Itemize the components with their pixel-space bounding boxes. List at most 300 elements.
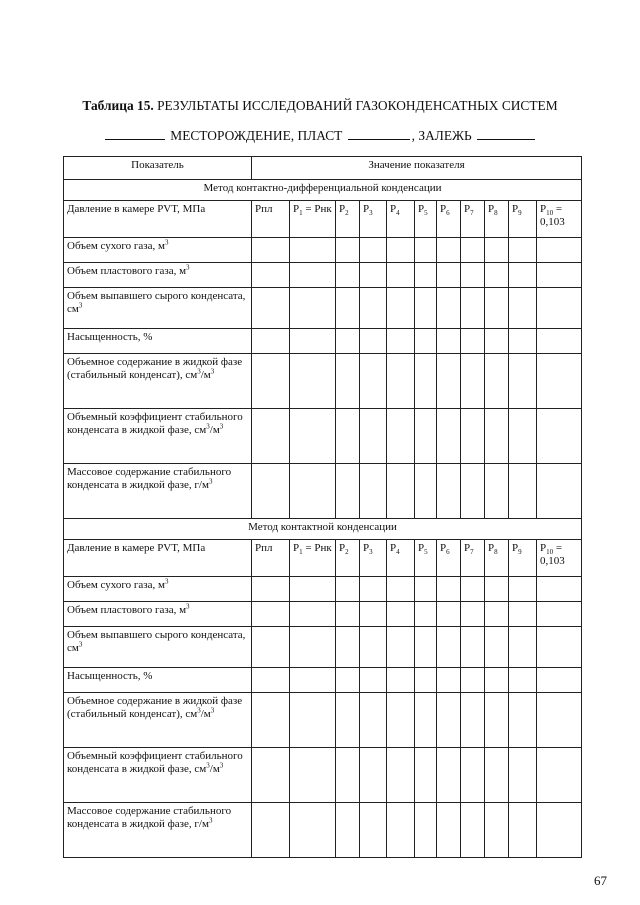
value-cell[interactable] xyxy=(290,803,336,858)
value-cell[interactable] xyxy=(437,748,461,803)
value-cell[interactable] xyxy=(387,354,415,409)
pressure-value: = Рнк xyxy=(302,542,332,554)
table-row xyxy=(64,409,582,464)
value-cell[interactable] xyxy=(252,464,290,519)
value-cell[interactable] xyxy=(509,354,537,409)
value-cell[interactable] xyxy=(485,288,509,329)
value-cell[interactable] xyxy=(509,409,537,464)
value-cell[interactable] xyxy=(252,577,290,602)
value-cell[interactable] xyxy=(290,288,336,329)
table-row xyxy=(64,238,582,263)
indicator-label xyxy=(64,577,252,602)
value-cell[interactable] xyxy=(252,409,290,464)
value-cell[interactable] xyxy=(537,288,582,329)
unit-exponent: 3 xyxy=(219,760,224,769)
value-cell[interactable] xyxy=(415,263,437,288)
unit-tail: /м xyxy=(209,423,220,436)
pressure-header-cell xyxy=(252,540,290,577)
value-cell[interactable] xyxy=(290,627,336,668)
pressure-symbol: P xyxy=(488,203,495,215)
pressure-index: 2 xyxy=(345,548,349,557)
value-cell[interactable] xyxy=(290,748,336,803)
indicator-text: Объем сухого газа, м xyxy=(67,579,165,591)
value-cell[interactable] xyxy=(415,464,437,519)
value-cell[interactable] xyxy=(485,354,509,409)
indicator-label xyxy=(64,627,252,668)
value-cell[interactable] xyxy=(387,464,415,519)
pressure-index: 7 xyxy=(470,548,474,557)
pressure-symbol: P xyxy=(363,203,370,215)
value-cell[interactable] xyxy=(387,748,415,803)
value-cell[interactable] xyxy=(252,693,290,748)
pressure-index: 2 xyxy=(345,209,349,218)
table-row xyxy=(64,577,582,602)
value-cell[interactable] xyxy=(387,329,415,354)
value-cell[interactable] xyxy=(509,263,537,288)
value-cell[interactable] xyxy=(509,577,537,602)
indicator-text: Насыщенность, % xyxy=(67,670,153,682)
value-cell[interactable] xyxy=(387,263,415,288)
pressure-symbol: P xyxy=(418,542,425,554)
value-cell[interactable] xyxy=(387,668,415,693)
value-cell[interactable] xyxy=(415,627,437,668)
indicator-text: Объемный коэффициент стабильного конденсата в жидкой фазе, см xyxy=(67,411,243,436)
value-cell[interactable] xyxy=(387,238,415,263)
pressure-symbol: Рпл xyxy=(255,542,273,554)
value-cell[interactable] xyxy=(537,263,582,288)
pressure-header-cell xyxy=(336,201,360,238)
value-cell[interactable] xyxy=(336,354,360,409)
value-cell[interactable] xyxy=(509,803,537,858)
indicator-text: Массовое содержание стабильного конденсата в жидкой фазе, г/м xyxy=(67,805,232,830)
pressure-header-cell xyxy=(437,201,461,238)
pressure-symbol: P xyxy=(293,542,300,554)
value-cell[interactable] xyxy=(537,238,582,263)
table-title-text: РЕЗУЛЬТАТЫ ИССЛЕДОВАНИЙ ГАЗОКОНДЕНСАТНЫХ СИСТЕМ xyxy=(153,98,558,113)
value-cell[interactable] xyxy=(509,329,537,354)
value-cell[interactable] xyxy=(415,577,437,602)
value-cell[interactable] xyxy=(461,263,485,288)
indicator-text: Массовое содержание стабильного конденсата в жидкой фазе, г/м xyxy=(67,466,232,491)
value-cell[interactable] xyxy=(336,693,360,748)
value-cell[interactable] xyxy=(415,803,437,858)
pressure-header-cell xyxy=(415,540,437,577)
pressure-symbol: P xyxy=(339,203,346,215)
value-cell[interactable] xyxy=(485,263,509,288)
table-subtitle xyxy=(0,128,640,144)
indicator-text: Объемное содержание в жидкой фазе (стабильный конденсат), см xyxy=(67,356,243,381)
indicator-text: Объем сухого газа, м xyxy=(67,240,165,252)
pressure-header-cell xyxy=(387,540,415,577)
value-cell[interactable] xyxy=(537,354,582,409)
value-cell[interactable] xyxy=(437,238,461,263)
pressure-index: 4 xyxy=(396,209,400,218)
value-cell[interactable] xyxy=(252,329,290,354)
value-cell[interactable] xyxy=(290,577,336,602)
value-cell[interactable] xyxy=(415,668,437,693)
value-cell[interactable] xyxy=(336,748,360,803)
value-cell[interactable] xyxy=(387,693,415,748)
value-cell[interactable] xyxy=(485,464,509,519)
value-cell[interactable] xyxy=(437,288,461,329)
unit-exponent: 3 xyxy=(219,421,224,430)
pressure-symbol: P xyxy=(512,542,519,554)
value-cell[interactable] xyxy=(537,577,582,602)
value-cell[interactable] xyxy=(437,693,461,748)
value-cell[interactable] xyxy=(360,577,387,602)
layer-label: , ЗАЛЕЖЬ xyxy=(411,128,472,143)
pressure-row-label: Давление в камере PVT, МПа xyxy=(64,540,252,577)
indicator-label xyxy=(64,238,252,263)
value-cell[interactable] xyxy=(461,354,485,409)
indicator-label xyxy=(64,288,252,329)
value-cell[interactable] xyxy=(485,748,509,803)
value-cell[interactable] xyxy=(437,354,461,409)
value-cell[interactable] xyxy=(485,602,509,627)
pressure-index: 10 xyxy=(546,209,554,218)
pressure-value: = Рнк xyxy=(302,203,332,215)
pressure-index: 4 xyxy=(396,548,400,557)
indicator-text: Насыщенность, % xyxy=(67,331,153,343)
indicator-label xyxy=(64,354,252,409)
indicator-text: Объем выпавшего сырого конденсата, см xyxy=(67,629,246,654)
value-cell[interactable] xyxy=(461,627,485,668)
value-cell[interactable] xyxy=(290,329,336,354)
value-cell[interactable] xyxy=(360,288,387,329)
value-cell[interactable] xyxy=(290,409,336,464)
pressure-header-cell xyxy=(415,201,437,238)
pressure-index: 3 xyxy=(369,548,373,557)
value-cell[interactable] xyxy=(252,354,290,409)
value-cell[interactable] xyxy=(437,464,461,519)
pressure-index: 6 xyxy=(446,209,450,218)
value-cell[interactable] xyxy=(509,668,537,693)
value-cell[interactable] xyxy=(336,409,360,464)
value-cell[interactable] xyxy=(485,238,509,263)
table-number: Таблица 15. xyxy=(82,98,154,113)
value-cell[interactable] xyxy=(537,464,582,519)
pressure-header-cell xyxy=(485,201,509,238)
value-cell[interactable] xyxy=(360,748,387,803)
value-cell[interactable] xyxy=(437,577,461,602)
pressure-symbol: Рпл xyxy=(255,203,273,215)
value-cell[interactable] xyxy=(485,329,509,354)
value-cell[interactable] xyxy=(415,329,437,354)
value-cell[interactable] xyxy=(252,803,290,858)
deposit-name-blank[interactable] xyxy=(477,138,535,140)
value-cell[interactable] xyxy=(415,288,437,329)
value-cell[interactable] xyxy=(387,602,415,627)
pressure-index: 8 xyxy=(494,548,498,557)
pressure-row-label: Давление в камере PVT, МПа xyxy=(64,201,252,238)
unit-exponent: 3 xyxy=(197,366,201,375)
value-cell[interactable] xyxy=(485,668,509,693)
table-row xyxy=(64,668,582,693)
indicator-label xyxy=(64,693,252,748)
pressure-index: 9 xyxy=(518,548,522,557)
unit-exponent: 3 xyxy=(210,705,215,714)
table-row xyxy=(64,288,582,329)
value-cell[interactable] xyxy=(360,464,387,519)
table-row xyxy=(64,329,582,354)
field-label: МЕСТОРОЖДЕНИЕ, ПЛАСТ xyxy=(170,128,343,143)
value-cell[interactable] xyxy=(509,693,537,748)
value-cell[interactable] xyxy=(360,668,387,693)
value-cell[interactable] xyxy=(537,693,582,748)
value-cell[interactable] xyxy=(387,627,415,668)
pressure-symbol: P xyxy=(418,203,425,215)
pressure-header-cell xyxy=(461,540,485,577)
pressure-header-cell xyxy=(509,540,537,577)
value-cell[interactable] xyxy=(461,748,485,803)
value-cell[interactable] xyxy=(360,602,387,627)
pressure-symbol: P xyxy=(390,542,397,554)
value-cell[interactable] xyxy=(290,464,336,519)
value-cell[interactable] xyxy=(252,238,290,263)
value-cell[interactable] xyxy=(415,238,437,263)
pressure-value: = 0,103 xyxy=(540,542,565,567)
pressure-index: 7 xyxy=(470,209,474,218)
value-cell[interactable] xyxy=(537,803,582,858)
pressure-index: 3 xyxy=(369,209,373,218)
value-cell[interactable] xyxy=(461,409,485,464)
value-cell[interactable] xyxy=(461,668,485,693)
value-cell[interactable] xyxy=(461,577,485,602)
pressure-symbol: P xyxy=(339,542,346,554)
indicator-label xyxy=(64,329,252,354)
pressure-symbol: P xyxy=(512,203,519,215)
value-cell[interactable] xyxy=(415,693,437,748)
pressure-header-cell xyxy=(387,201,415,238)
value-cell[interactable] xyxy=(461,288,485,329)
value-cell[interactable] xyxy=(437,668,461,693)
unit-tail: /м xyxy=(200,368,211,381)
pressure-index: 8 xyxy=(494,209,498,218)
pressure-header-cell xyxy=(485,540,509,577)
value-cell[interactable] xyxy=(252,668,290,693)
value-cell[interactable] xyxy=(461,238,485,263)
value-cell[interactable] xyxy=(336,668,360,693)
pressure-header-cell xyxy=(252,201,290,238)
table-row xyxy=(64,693,582,748)
pressure-symbol: P xyxy=(464,542,471,554)
value-cell[interactable] xyxy=(252,263,290,288)
value-cell[interactable] xyxy=(509,288,537,329)
value-cell[interactable] xyxy=(537,329,582,354)
column-header-value: Значение показателя xyxy=(252,157,582,180)
value-cell[interactable] xyxy=(509,748,537,803)
value-cell[interactable] xyxy=(336,602,360,627)
value-cell[interactable] xyxy=(360,329,387,354)
value-cell[interactable] xyxy=(360,693,387,748)
value-cell[interactable] xyxy=(537,409,582,464)
value-cell[interactable] xyxy=(485,409,509,464)
pressure-symbol: P xyxy=(363,542,370,554)
pressure-index: 10 xyxy=(546,548,554,557)
value-cell[interactable] xyxy=(437,803,461,858)
pressure-symbol: P xyxy=(464,203,471,215)
value-cell[interactable] xyxy=(437,409,461,464)
results-table xyxy=(63,156,582,858)
indicator-text: Объем пластового газа, м xyxy=(67,604,187,616)
value-cell[interactable] xyxy=(290,263,336,288)
indicator-label xyxy=(64,803,252,858)
unit-exponent: 3 xyxy=(78,639,83,648)
indicator-text: Объем выпавшего сырого конденсата, см xyxy=(67,290,246,315)
value-cell[interactable] xyxy=(360,238,387,263)
value-cell[interactable] xyxy=(437,329,461,354)
value-cell[interactable] xyxy=(415,748,437,803)
value-cell[interactable] xyxy=(437,263,461,288)
unit-exponent: 3 xyxy=(206,421,210,430)
value-cell[interactable] xyxy=(252,288,290,329)
value-cell[interactable] xyxy=(387,577,415,602)
value-cell[interactable] xyxy=(509,238,537,263)
value-cell[interactable] xyxy=(336,803,360,858)
unit-exponent: 3 xyxy=(78,300,83,309)
indicator-label xyxy=(64,464,252,519)
pressure-symbol: P xyxy=(293,203,300,215)
pressure-symbol: P xyxy=(488,542,495,554)
pressure-index: 5 xyxy=(424,548,428,557)
value-cell[interactable] xyxy=(360,354,387,409)
value-cell[interactable] xyxy=(252,748,290,803)
indicator-text: Объем пластового газа, м xyxy=(67,265,187,277)
pressure-index: 5 xyxy=(424,209,428,218)
value-cell[interactable] xyxy=(290,354,336,409)
pressure-index: 1 xyxy=(299,209,303,218)
value-cell[interactable] xyxy=(485,693,509,748)
value-cell[interactable] xyxy=(360,409,387,464)
indicator-label xyxy=(64,263,252,288)
value-cell[interactable] xyxy=(437,627,461,668)
unit-exponent: 3 xyxy=(164,238,169,247)
value-cell[interactable] xyxy=(387,803,415,858)
pressure-symbol: P xyxy=(440,542,447,554)
layer-name-blank[interactable] xyxy=(348,138,410,140)
value-cell[interactable] xyxy=(290,693,336,748)
value-cell[interactable] xyxy=(415,602,437,627)
pressure-header-cell xyxy=(290,540,336,577)
value-cell[interactable] xyxy=(336,627,360,668)
value-cell[interactable] xyxy=(336,288,360,329)
pressure-header-cell xyxy=(461,201,485,238)
indicator-label xyxy=(64,602,252,627)
pressure-header-cell xyxy=(537,201,582,238)
value-cell[interactable] xyxy=(461,602,485,627)
value-cell[interactable] xyxy=(461,693,485,748)
value-cell[interactable] xyxy=(336,464,360,519)
value-cell[interactable] xyxy=(336,263,360,288)
value-cell[interactable] xyxy=(537,627,582,668)
value-cell[interactable] xyxy=(387,409,415,464)
pressure-header-cell xyxy=(360,201,387,238)
table-row xyxy=(64,627,582,668)
pressure-index: 1 xyxy=(299,548,303,557)
pressure-value: = 0,103 xyxy=(540,203,565,228)
pressure-symbol: P xyxy=(540,203,547,215)
unit-exponent: 3 xyxy=(197,705,201,714)
indicator-label xyxy=(64,668,252,693)
method-heading: Метод контактной конденсации xyxy=(64,519,582,540)
value-cell[interactable] xyxy=(336,329,360,354)
pressure-header-cell xyxy=(360,540,387,577)
pressure-header-cell xyxy=(290,201,336,238)
value-cell[interactable] xyxy=(537,748,582,803)
value-cell[interactable] xyxy=(336,577,360,602)
value-cell[interactable] xyxy=(387,288,415,329)
unit-exponent: 3 xyxy=(206,760,210,769)
table-title xyxy=(0,98,640,114)
column-header-indicator: Показатель xyxy=(64,157,252,180)
value-cell[interactable] xyxy=(509,602,537,627)
unit-exponent: 3 xyxy=(186,602,190,611)
value-cell[interactable] xyxy=(360,263,387,288)
value-cell[interactable] xyxy=(509,464,537,519)
value-cell[interactable] xyxy=(537,602,582,627)
table-row xyxy=(64,602,582,627)
value-cell[interactable] xyxy=(252,602,290,627)
unit-exponent: 3 xyxy=(186,263,190,272)
field-name-blank[interactable] xyxy=(105,138,165,140)
page-number: 67 xyxy=(594,873,607,888)
table-row xyxy=(64,803,582,858)
method-heading: Метод контактно-дифференциальной конденсации xyxy=(64,180,582,201)
table-row xyxy=(64,354,582,409)
pressure-header-cell xyxy=(537,540,582,577)
pressure-symbol: P xyxy=(440,203,447,215)
value-cell[interactable] xyxy=(360,627,387,668)
table-body xyxy=(64,180,582,858)
value-cell[interactable] xyxy=(537,668,582,693)
value-cell[interactable] xyxy=(485,577,509,602)
value-cell[interactable] xyxy=(509,627,537,668)
table-row xyxy=(64,464,582,519)
pressure-header-cell xyxy=(437,540,461,577)
value-cell[interactable] xyxy=(290,602,336,627)
value-cell[interactable] xyxy=(290,238,336,263)
table-row xyxy=(64,748,582,803)
value-cell[interactable] xyxy=(336,238,360,263)
value-cell[interactable] xyxy=(461,464,485,519)
value-cell[interactable] xyxy=(485,627,509,668)
value-cell[interactable] xyxy=(290,668,336,693)
value-cell[interactable] xyxy=(252,627,290,668)
pressure-index: 9 xyxy=(518,209,522,218)
value-cell[interactable] xyxy=(415,354,437,409)
unit-exponent: 3 xyxy=(210,366,215,375)
indicator-text: Объемное содержание в жидкой фазе (стабильный конденсат), см xyxy=(67,695,243,720)
pressure-header-cell xyxy=(509,201,537,238)
value-cell[interactable] xyxy=(360,803,387,858)
value-cell[interactable] xyxy=(461,329,485,354)
value-cell[interactable] xyxy=(461,803,485,858)
unit-tail: /м xyxy=(209,762,220,775)
indicator-label xyxy=(64,409,252,464)
unit-exponent: 3 xyxy=(164,577,169,586)
unit-exponent: 3 xyxy=(208,815,213,824)
value-cell[interactable] xyxy=(485,803,509,858)
pressure-symbol: P xyxy=(390,203,397,215)
pressure-header-cell xyxy=(336,540,360,577)
value-cell[interactable] xyxy=(437,602,461,627)
table-row xyxy=(64,263,582,288)
indicator-text: Объемный коэффициент стабильного конденсата в жидкой фазе, см xyxy=(67,750,243,775)
pressure-index: 6 xyxy=(446,548,450,557)
unit-exponent: 3 xyxy=(208,476,213,485)
indicator-label xyxy=(64,748,252,803)
value-cell[interactable] xyxy=(415,409,437,464)
